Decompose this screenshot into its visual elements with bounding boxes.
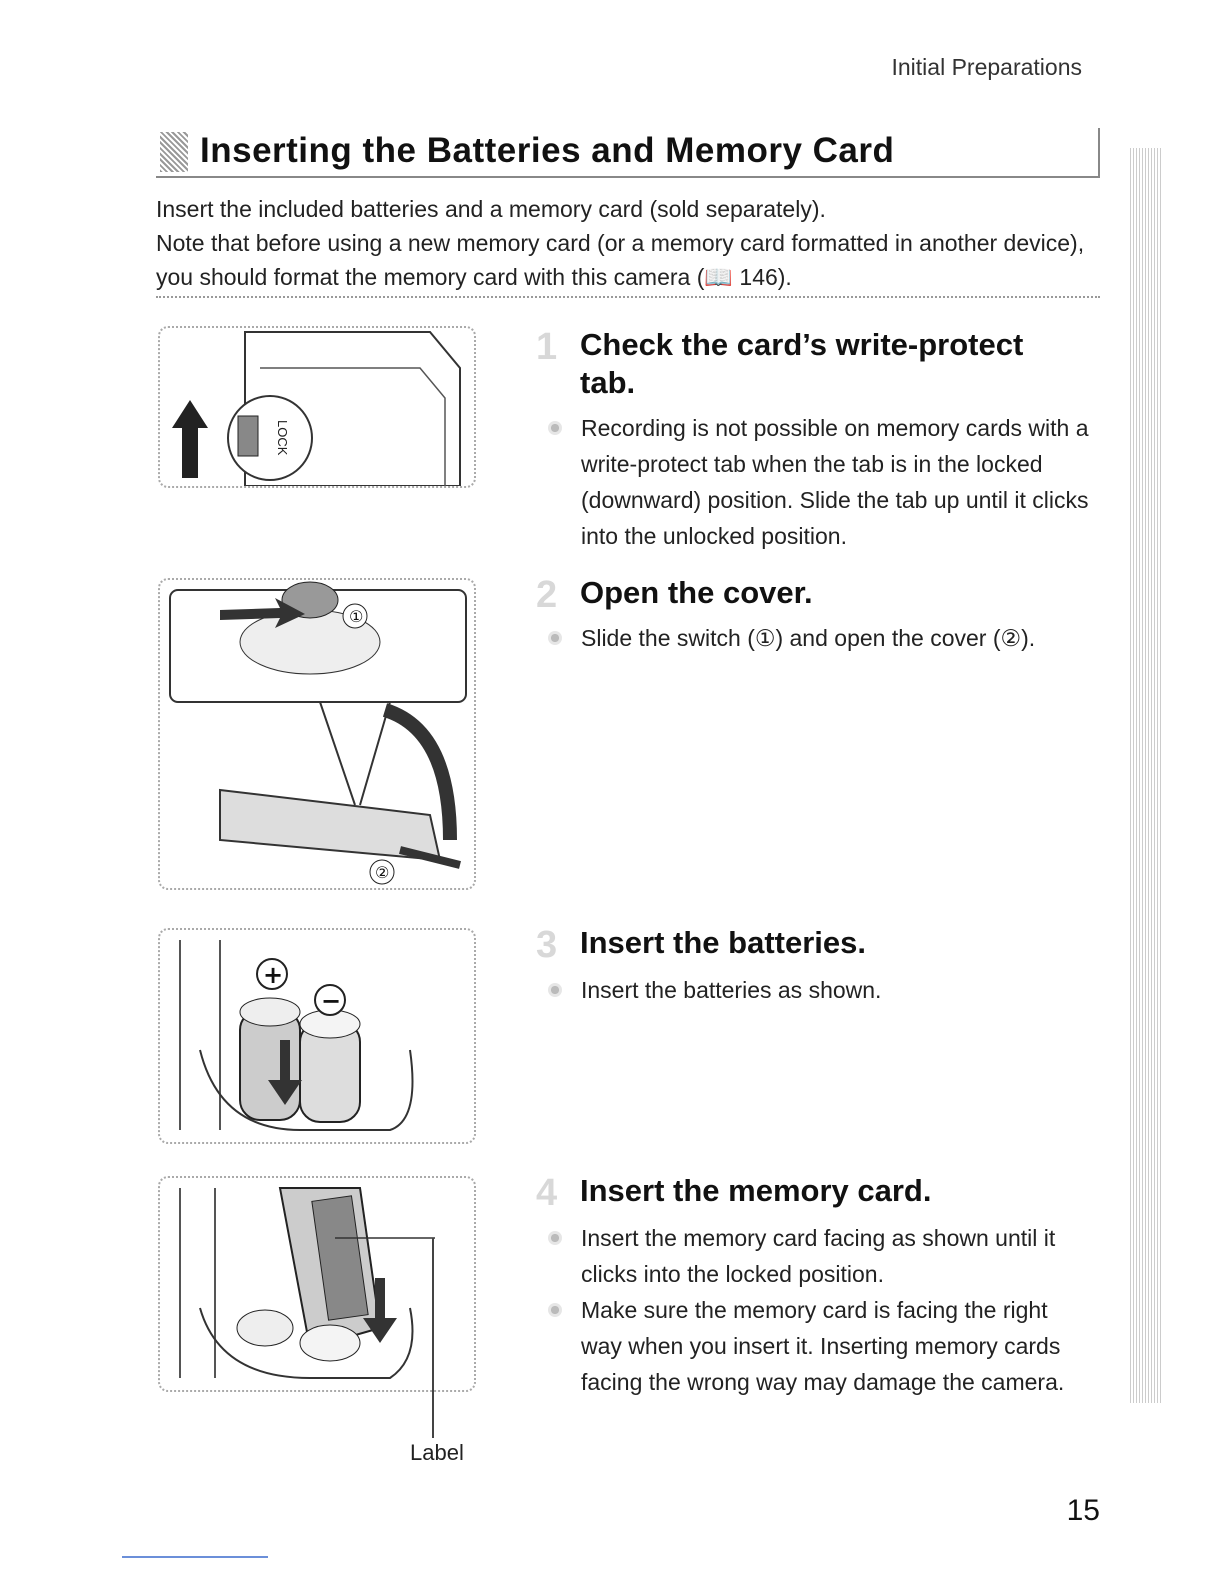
step-1-title: Check the card’s write-protect tab. <box>580 327 1024 400</box>
list-item: Recording is not possible on memory cards with a write-protect tab when the tab is in the locked (downward) position. Slide the tab up until it clicks into the unlocked position. <box>548 410 1093 554</box>
battery-illustration <box>160 930 474 1142</box>
figure-memory-card <box>158 1176 476 1392</box>
label-leader-line <box>432 1238 434 1438</box>
page-number: 15 <box>1066 1494 1100 1527</box>
list-item: Slide the switch (①) and open the cover (②). <box>548 620 1093 656</box>
section-header: Initial Preparations <box>891 54 1082 80</box>
up-arrow-icon <box>172 400 208 478</box>
step-4-number: 4 <box>536 1172 558 1214</box>
bullet-icon <box>548 983 562 997</box>
step-3-number: 3 <box>536 924 558 966</box>
intro-text <box>156 192 1100 294</box>
callout-2: ② <box>375 863 390 882</box>
lock-label: LOCK <box>275 420 290 456</box>
bullet-icon <box>548 631 562 645</box>
step-3-title: Insert the batteries. <box>580 925 866 960</box>
intro-line-2: Note that before using a new memory card (or a memory card formatted in another device), you should format the memory card with this camera (📖 146). <box>156 230 1085 290</box>
sd-card-illustration <box>160 328 474 486</box>
figure-open-cover <box>158 578 476 890</box>
step-3-bullets <box>548 972 1093 1008</box>
cover-illustration <box>160 580 474 888</box>
chapter-side-tab <box>1130 148 1162 1403</box>
intro-line-1: Insert the included batteries and a memory card (sold separately). <box>156 196 826 222</box>
bullet-icon <box>548 421 562 435</box>
figure-batteries <box>158 928 476 1144</box>
plus-symbol: + <box>263 961 284 989</box>
list-item: Make sure the memory card is facing the right way when you insert it. Inserting memory cards facing the wrong way may damage the camera. <box>548 1292 1093 1400</box>
step-1-bullets <box>548 410 1093 554</box>
bullet-icon <box>548 1231 562 1245</box>
step-2-bullets <box>548 620 1093 656</box>
step-2-title: Open the cover. <box>580 575 813 610</box>
footer-rule <box>122 1556 268 1558</box>
step-4-title: Insert the memory card. <box>580 1173 932 1208</box>
page-title: Inserting the Batteries and Memory Card <box>200 131 895 170</box>
step-1-number: 1 <box>536 326 558 368</box>
list-item: Insert the memory card facing as shown until it clicks into the locked position. <box>548 1220 1093 1292</box>
step-2-number: 2 <box>536 574 558 616</box>
intro-divider <box>156 296 1100 298</box>
step-4-bullets <box>548 1220 1093 1400</box>
title-marker-icon <box>160 132 188 172</box>
bullet-icon <box>548 1303 562 1317</box>
minus-symbol: − <box>321 987 342 1015</box>
figure-write-protect <box>158 326 476 488</box>
memory-card-illustration <box>160 1178 474 1390</box>
list-item: Insert the batteries as shown. <box>548 972 1093 1008</box>
callout-1: ① <box>349 607 364 626</box>
card-label-caption: Label <box>410 1440 464 1465</box>
